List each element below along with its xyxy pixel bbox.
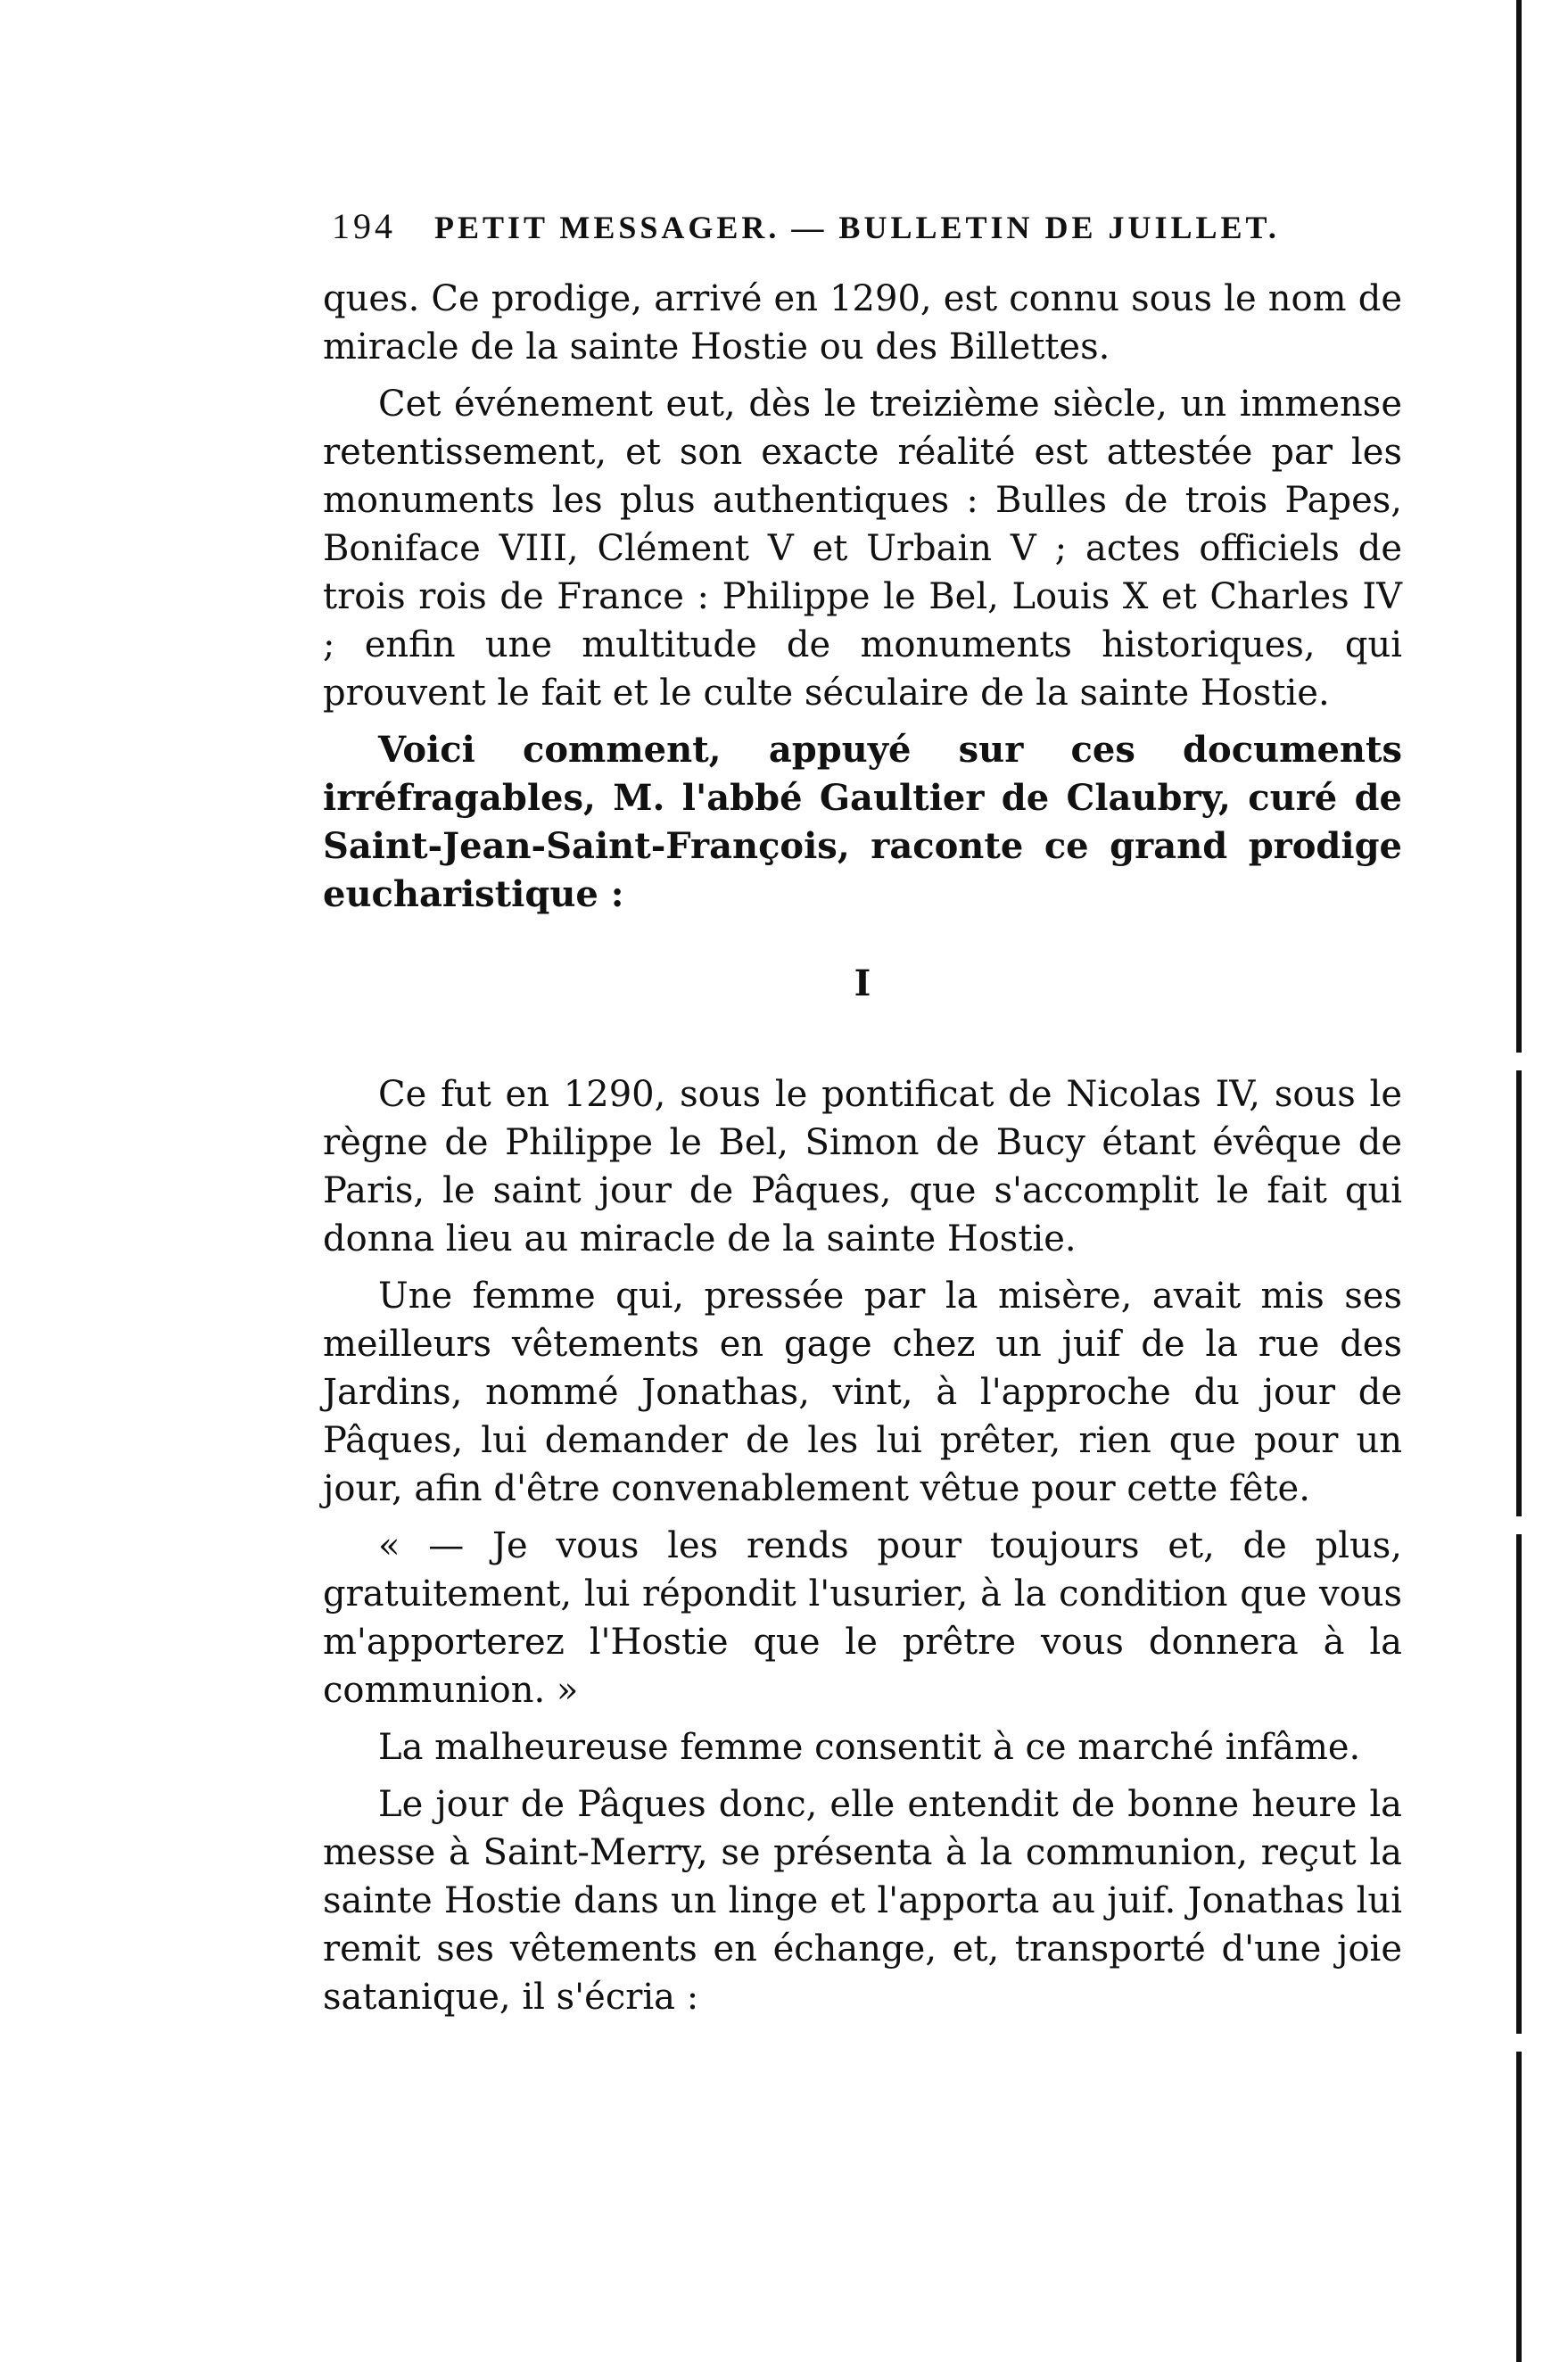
section-number: I bbox=[854, 962, 871, 1004]
scan-edge-line bbox=[1516, 2052, 1522, 2362]
paragraph: Ce fut en 1290, sous le pontificat de Nicolas IV, sous le règne de Philippe le Bel, Simon de Bucy étant évêque de Paris, le saint jour de Pâques, que s'accomplit le fait qui donna lieu au miracle de la sainte Hostie. bbox=[323, 1074, 1402, 1259]
paragraph: La malheureuse femme consentit à ce marché infâme. bbox=[378, 1727, 1361, 1768]
scan-edge-line bbox=[1516, 1534, 1522, 2034]
paragraph: ques. Ce prodige, arrivé en 1290, est connu sous le nom de miracle de la sainte Hostie ou des Billettes. bbox=[323, 278, 1402, 368]
running-title: PETIT MESSAGER. — BULLETIN DE JUILLET. bbox=[434, 210, 1280, 245]
paragraph: Cet événement eut, dès le treizième siècle, un immense retentissement, et son exacte réalité est attestée par les monuments les plus authentiques : Bulles de trois Papes, Boniface VIII, Clément V et Urbain V ; actes officiels de trois rois de France : Philippe le Bel, Louis X et Charles IV ; enfin une multitude de monuments historiques, qui prouvent le fait et le culte séculaire de la sainte Hostie. bbox=[323, 384, 1402, 714]
running-header bbox=[332, 205, 1295, 247]
page-number: 194 bbox=[332, 206, 396, 246]
paragraph: Le jour de Pâques donc, elle entendit de bonne heure la messe à Saint-Merry, se présenta à la communion, reçut la sainte Hostie dans un linge et l'apporta au juif. Jonathas lui remit ses vêtements en échange, et, transporté d'une joie satanique, il s'écria : bbox=[323, 1784, 1402, 2018]
scan-edge-line bbox=[1516, 0, 1522, 1053]
paragraph: « — Je vous les rends pour toujours et, de plus, gratuitement, lui répondit l'usurier, à la condition que vous m'apporterez l'Hostie que le prêtre vous donnera à la communion. » bbox=[323, 1525, 1402, 1711]
scan-edge-line bbox=[1516, 1070, 1522, 1516]
paragraph: Une femme qui, pressée par la misère, avait mis ses meilleurs vêtements en gage chez un juif de la rue des Jardins, nommé Jonathas, vint, à l'approche du jour de Pâques, lui demander de les lui prêter, rien que pour un jour, afin d'être convenablement vêtue pour cette fête. bbox=[323, 1276, 1402, 1509]
body-text bbox=[323, 275, 1402, 2021]
paragraph: Voici comment, appuyé sur ces documents irréfragables, M. l'abbé Gaultier de Claubry, curé de Saint-Jean-Saint-François, raconte ce grand prodige eucharistique : bbox=[323, 729, 1402, 915]
